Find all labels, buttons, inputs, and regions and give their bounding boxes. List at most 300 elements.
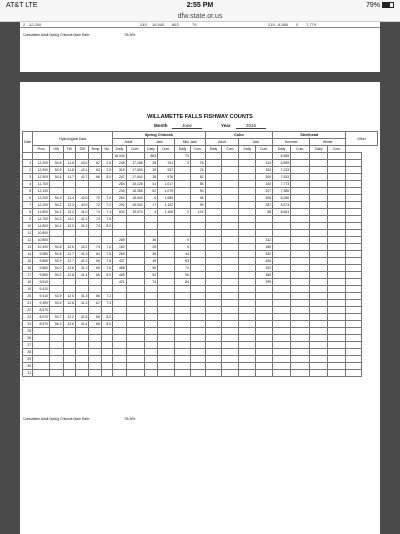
table-cell: 289 [113,237,127,244]
table-cell [190,328,205,335]
table-cell [175,300,191,307]
sc-minijack-header: Mini Jack [175,139,205,146]
table-cell [310,328,328,335]
table-cell [126,321,144,328]
sh-summer-header: Summer [273,139,310,146]
table-cell [222,153,239,160]
table-cell [113,356,127,363]
table-cell: 300 [256,174,273,181]
table-cell [101,335,112,342]
table-cell [222,237,239,244]
table-cell [190,216,205,223]
table-cell [175,223,191,230]
date-cell: 25 [23,328,33,335]
table-cell: 19,074 [126,209,144,216]
table-cell: 13.1 [63,216,75,223]
table-cell [346,195,362,202]
table-cell [75,328,89,335]
table-cell: 41.4 [75,272,89,279]
date-cell: 6 [23,195,33,202]
column-header: TW [63,146,75,153]
table-cell [158,272,175,279]
month-label: Month [154,123,168,128]
table-cell [310,223,328,230]
table-cell [328,328,346,335]
table-cell [291,202,310,209]
table-cell: 12,500 [33,174,50,181]
table-cell [256,223,273,230]
column-header: Daily [144,146,158,153]
table-cell [50,188,64,195]
table-row [23,209,378,216]
table-cell [328,230,346,237]
url-text[interactable]: dfw.state.or.us [177,13,223,20]
table-cell: 17 [144,202,158,209]
table-cell [158,286,175,293]
year-label: Year [221,123,231,128]
table-cell: 8,570 [33,321,50,328]
table-cell [222,251,239,258]
table-cell [222,167,239,174]
table-cell [75,370,89,377]
table-cell: 54.2 [50,223,64,230]
table-cell: 437 [113,258,127,265]
table-cell [175,181,191,188]
table-cell [89,181,101,188]
table-cell [291,251,310,258]
address-bar[interactable] [0,13,400,22]
table-cell: 41.0 [75,209,89,216]
table-cell [273,307,291,314]
table-cell: 7.8 [101,251,112,258]
column-header: Cum. [158,146,175,153]
table-cell [175,321,191,328]
table-cell: 95 [190,195,205,202]
table-cell [239,307,256,314]
table-cell: 8.0 [101,223,112,230]
table-cell [346,314,362,321]
table-cell [75,307,89,314]
table-cell [63,356,75,363]
table-cell [310,370,328,377]
table-cell [310,174,328,181]
table-cell: 54.2 [50,202,64,209]
table-cell [190,258,205,265]
table-cell: 284 [113,195,127,202]
table-cell: 12.6 [63,293,75,300]
table-cell [126,286,144,293]
table-cell: 63 [89,167,101,174]
date-cell: 16 [23,265,33,272]
table-body [23,153,378,377]
table-cell [158,335,175,342]
table-cell [222,293,239,300]
table-cell [158,223,175,230]
table-cell [291,188,310,195]
table-cell [310,237,328,244]
table-cell [222,328,239,335]
table-cell [222,230,239,237]
table-cell: 36 [144,251,158,258]
table-cell [158,251,175,258]
table-cell: 18,932 [126,202,144,209]
table-cell [239,244,256,251]
date-cell: 2 [23,167,33,174]
table-row [23,230,378,237]
table-cell: 99 [190,202,205,209]
date-cell: 19 [23,286,33,293]
table-cell [144,307,158,314]
table-cell: 8.0 [101,314,112,321]
date-cell: 8 [23,209,33,216]
table-cell: 12,900 [33,167,50,174]
battery-indicator [366,2,394,9]
table-cell [205,223,222,230]
battery-percent: 79% [365,2,380,9]
table-cell [75,363,89,370]
mark-rate-value: 78.5% [124,32,136,37]
table-cell [50,342,64,349]
table-row [23,160,378,167]
date-cell: 17 [23,272,33,279]
table-cell [190,321,205,328]
table-cell [75,335,89,342]
table-cell [256,328,273,335]
table-cell [291,370,310,377]
table-cell: 10,800 [33,237,50,244]
table-cell: 28 [144,160,158,167]
table-cell [346,349,362,356]
table-cell [239,209,256,216]
table-cell [101,342,112,349]
table-cell [222,202,239,209]
table-cell: 53.9 [50,300,64,307]
table-cell [144,356,158,363]
table-cell [158,328,175,335]
table-cell: 42.7 [75,174,89,181]
table-cell [190,230,205,237]
table-cell [158,244,175,251]
table-row [23,349,378,356]
table-cell [75,230,89,237]
table-cell [239,181,256,188]
table-cell [158,342,175,349]
table-cell [63,335,75,342]
table-cell [190,223,205,230]
table-cell [63,230,75,237]
table-cell [190,265,205,272]
table-cell [256,286,273,293]
table-row [23,356,378,363]
table-cell [63,181,75,188]
table-cell: 74 [175,265,191,272]
table-cell [205,300,222,307]
table-cell [158,349,175,356]
table-cell [33,356,50,363]
table-cell [190,251,205,258]
table-cell: 82 [190,174,205,181]
table-cell [222,286,239,293]
table-cell [101,230,112,237]
table-cell [175,216,191,223]
column-header-row [23,146,378,153]
table-cell [328,286,346,293]
table-cell: 9,860 [33,258,50,265]
table-cell [113,370,127,377]
table-cell [291,349,310,356]
table-cell [310,251,328,258]
table-cell [144,314,158,321]
table-cell [222,349,239,356]
table-cell [144,300,158,307]
table-cell [291,160,310,167]
table-cell [190,335,205,342]
table-cell [113,307,127,314]
table-cell: 1,079 [158,188,175,195]
table-cell [126,153,144,160]
table-cell [205,153,222,160]
table-cell [33,370,50,377]
table-cell [273,356,291,363]
table-cell [175,328,191,335]
table-cell [222,209,239,216]
table-cell: 12.7 [63,258,75,265]
table-cell [239,174,256,181]
table-cell: 41.3 [75,251,89,258]
frag-cell: 2 [23,22,26,27]
table-cell [190,349,205,356]
table-cell [346,335,362,342]
table-row [23,342,378,349]
date-cell: 5 [23,188,33,195]
date-cell: 11 [23,230,33,237]
table-cell: 41 [144,181,158,188]
table-cell [158,356,175,363]
table-cell [273,300,291,307]
frag-cell: 16,940 [152,22,165,27]
table-cell [328,160,346,167]
table-cell: 2.6 [101,160,112,167]
table-cell: 2.5 [101,167,112,174]
date-cell: 23 [23,314,33,321]
table-cell [89,356,101,363]
table-cell [75,349,89,356]
table-cell [328,293,346,300]
table-cell: 17,188 [126,160,144,167]
table-cell [346,307,362,314]
table-cell: 17,842 [126,174,144,181]
table-cell [175,188,191,195]
table-cell [328,174,346,181]
table-cell: 8,573 [273,202,291,209]
table-cell: 9,390 [33,300,50,307]
table-cell: 12,100 [33,188,50,195]
table-cell [239,293,256,300]
table-cell [346,153,362,160]
table-cell [33,153,50,160]
table-cell [239,363,256,370]
table-cell [291,209,310,216]
table-cell [144,342,158,349]
table-cell: 74 [89,209,101,216]
table-cell: 365 [256,272,273,279]
table-cell [113,335,127,342]
table-cell [75,237,89,244]
table-cell [89,230,101,237]
table-cell [346,279,362,286]
table-cell: 9,980 [33,251,50,258]
table-cell [328,335,346,342]
table-cell [126,265,144,272]
date-cell: 28 [23,349,33,356]
table-cell [205,356,222,363]
table-cell [33,328,50,335]
table-cell [126,363,144,370]
table-cell [50,153,64,160]
table-cell [328,153,346,160]
table-cell: 247 [113,174,127,181]
other-header: Other [346,132,378,146]
table-cell: 41.2 [75,258,89,265]
table-cell: 26 [144,167,158,174]
table-cell [222,279,239,286]
column-header: Daily [273,146,291,153]
table-cell [75,356,89,363]
table-row [23,174,378,181]
table-cell [222,223,239,230]
table-cell [190,363,205,370]
table-cell [50,230,64,237]
table-cell [273,314,291,321]
table-cell [190,342,205,349]
table-cell [239,370,256,377]
table-cell: 863 [144,153,158,160]
status-bar [0,0,400,13]
table-cell [190,237,205,244]
table-cell [175,230,191,237]
table-cell: 8.0 [101,321,112,328]
table-cell [126,272,144,279]
table-cell [50,307,64,314]
table-cell [346,300,362,307]
column-header: Daily [205,146,222,153]
table-cell: 8,570 [33,307,50,314]
table-cell: 54.8 [50,251,64,258]
table-cell [101,153,112,160]
table-cell [205,251,222,258]
table-cell [328,237,346,244]
table-row [23,216,378,223]
table-cell: 56.3 [50,321,64,328]
table-cell [126,223,144,230]
table-cell: 93 [190,188,205,195]
table-cell [158,307,175,314]
table-cell: 8,661 [273,209,291,216]
table-cell: 13.3 [63,202,75,209]
column-header: Temp [89,146,101,153]
table-cell [239,314,256,321]
table-cell: 13.2 [63,209,75,216]
table-cell: 421 [113,279,127,286]
table-cell: 8,286 [273,195,291,202]
table-row [23,286,378,293]
table-cell [144,321,158,328]
table-cell [291,272,310,279]
table-cell [222,321,239,328]
table-cell [144,349,158,356]
table-cell [63,342,75,349]
table-cell [126,293,144,300]
table-cell [190,244,205,251]
table-cell [89,349,101,356]
table-cell: 7.2 [101,202,112,209]
table-cell: 6,899 [273,160,291,167]
table-cell [75,342,89,349]
table-cell [126,349,144,356]
mark-rate-value: 78.5% [124,416,136,421]
column-header: Cum. [222,146,239,153]
sc-adult-header: Adult [113,139,145,146]
table-cell [205,230,222,237]
table-cell [310,307,328,314]
spring-chinook-header: Spring Chinook [113,132,205,139]
table-cell [310,202,328,209]
table-cell [205,181,222,188]
table-cell [158,153,175,160]
previous-page-row-fragment [20,22,380,28]
table-cell [205,237,222,244]
date-cell: 26 [23,335,33,342]
table-cell: 284 [113,181,127,188]
table-cell: 54.2 [50,272,64,279]
table-cell: 456 [256,258,273,265]
table-cell [328,356,346,363]
table-cell [346,286,362,293]
date-cell: 18 [23,279,33,286]
date-cell: 14 [23,251,33,258]
table-cell [33,342,50,349]
table-cell [190,293,205,300]
table-cell [190,314,205,321]
table-cell [50,335,64,342]
table-row [23,363,378,370]
column-header: Daily [239,146,256,153]
table-cell [113,216,127,223]
table-cell [256,307,273,314]
table-cell [126,230,144,237]
table-cell [310,258,328,265]
table-cell [205,328,222,335]
table-cell [328,209,346,216]
table-cell [158,363,175,370]
table-cell [190,370,205,377]
table-cell [346,293,362,300]
table-cell [291,181,310,188]
table-cell [144,286,158,293]
table-row [23,202,378,209]
table-cell [346,370,362,377]
table-cell [144,335,158,342]
table-cell: 8.0 [101,174,112,181]
table-cell: 38 [144,174,158,181]
carrier-label: AT&T LTE [6,2,38,9]
table-cell [328,251,346,258]
table-cell [205,244,222,251]
table-cell [239,251,256,258]
table-cell: 287 [256,202,273,209]
table-cell [63,307,75,314]
table-cell [310,286,328,293]
